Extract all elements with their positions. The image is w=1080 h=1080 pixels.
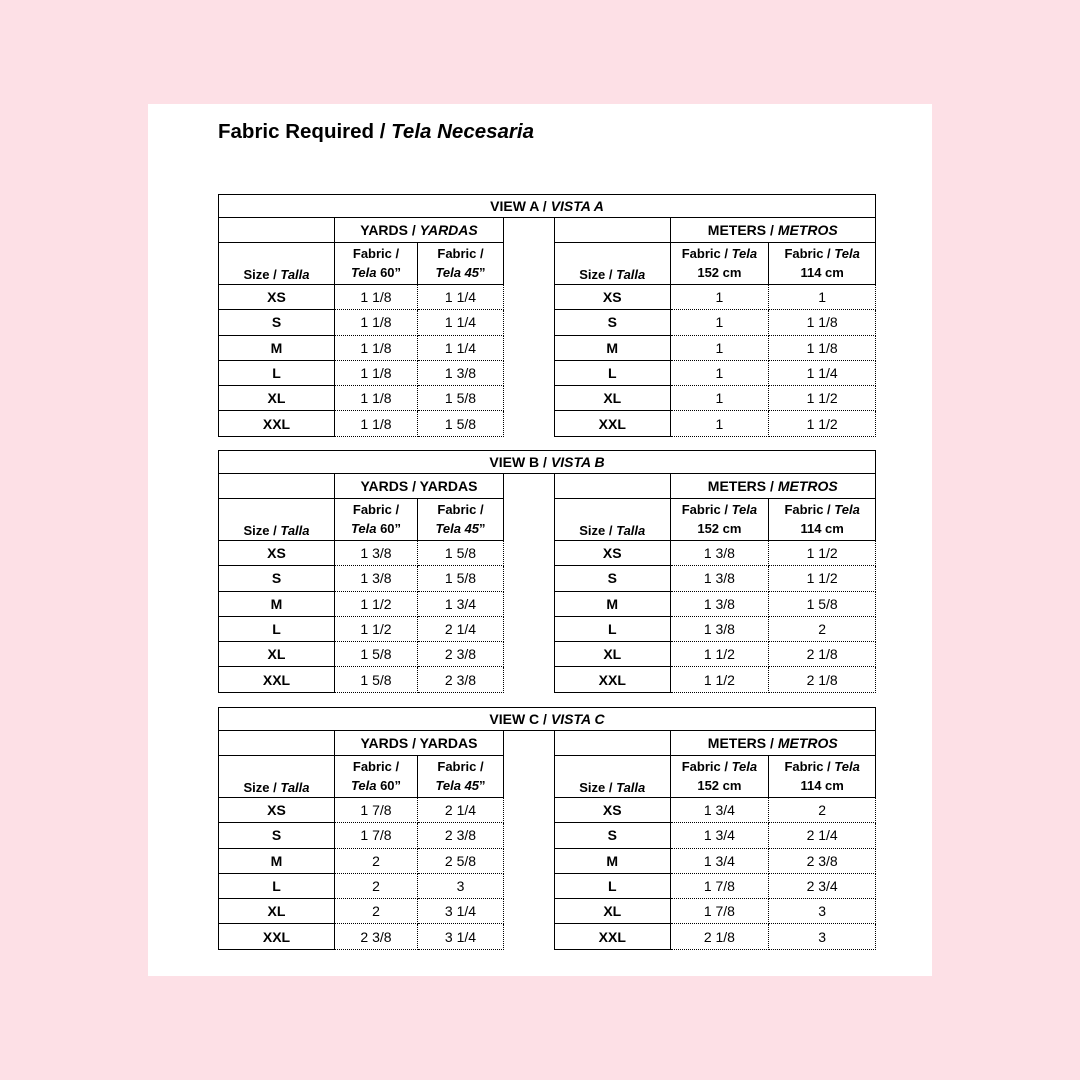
size-cell: XS [219, 285, 335, 310]
fabric-width-header [418, 756, 504, 798]
meters-unit-header [670, 731, 875, 756]
table-row [219, 924, 504, 949]
size-header-italic: Talla [616, 267, 646, 282]
table-row [219, 360, 504, 385]
page-title-italic: Tela Necesaria [391, 120, 535, 143]
fabric-amount-cell: 1 1/8 [335, 360, 418, 385]
view-header [218, 450, 876, 474]
size-cell: XS [555, 798, 671, 823]
fabric-amount-cell: 2 3/4 [769, 873, 876, 898]
sub-line1: Fabric / [681, 502, 732, 518]
unit-label-main: METERS / [707, 478, 778, 494]
fabric-amount-cell: 2 3/8 [418, 823, 504, 848]
fabric-amount-cell: 2 3/8 [418, 667, 504, 692]
fabric-amount-cell: 1 1/4 [418, 310, 504, 335]
fabric-width-header [769, 499, 876, 541]
table-row [555, 386, 876, 411]
fabric-amount-cell: 2 [335, 848, 418, 873]
table-row [219, 411, 504, 436]
fabric-amount-cell: 1 1/4 [769, 360, 876, 385]
fabric-amount-cell: 1 7/8 [670, 873, 769, 898]
fabric-amount-cell: 1 3/8 [670, 566, 769, 591]
fabric-amount-cell: 1 3/8 [670, 616, 769, 641]
sub-line2-italic: Tela 45 [435, 520, 480, 536]
sub-line2: 114 cm [800, 520, 844, 536]
blank-cell [219, 731, 335, 756]
table-row [555, 667, 876, 692]
table-row [219, 848, 504, 873]
unit-label-main: YARDS / YARDAS [360, 478, 478, 494]
sub-line2: 114 cm [800, 264, 844, 280]
meters-unit-header [670, 474, 875, 499]
fabric-amount-cell: 1 3/8 [335, 541, 418, 566]
blank-cell [219, 218, 335, 243]
table-row [219, 798, 504, 823]
size-cell: XS [219, 541, 335, 566]
fabric-amount-cell: 1 3/8 [670, 541, 769, 566]
size-cell: S [555, 566, 671, 591]
size-header-main: Size / [579, 523, 613, 538]
page-title-main: Fabric Required / [218, 120, 386, 143]
fabric-amount-cell: 1 5/8 [418, 541, 504, 566]
fabric-width-header [335, 499, 418, 541]
fabric-amount-cell: 1 1/8 [335, 310, 418, 335]
view-header-main: VIEW C / [489, 711, 547, 727]
fabric-amount-cell: 2 1/4 [418, 616, 504, 641]
size-cell: L [219, 873, 335, 898]
fabric-amount-cell: 1 1/2 [769, 411, 876, 436]
sub-line1: Fabric / [437, 502, 484, 518]
table-row [219, 823, 504, 848]
size-cell: L [555, 360, 671, 385]
size-header-italic: Talla [616, 780, 646, 795]
table-row [219, 386, 504, 411]
blank-cell [555, 474, 671, 499]
fabric-width-header [769, 243, 876, 285]
sub-line2-rest: 60” [376, 520, 402, 536]
fabric-amount-cell: 1 3/4 [670, 823, 769, 848]
sub-line1: Fabric / [681, 759, 732, 775]
fabric-amount-cell: 1 1/4 [418, 335, 504, 360]
table-row [555, 848, 876, 873]
fabric-amount-cell: 1 5/8 [769, 591, 876, 616]
fabric-width-header [670, 756, 769, 798]
fabric-amount-cell: 2 [769, 798, 876, 823]
size-cell: M [555, 848, 671, 873]
fabric-amount-cell: 1 1/2 [335, 591, 418, 616]
fabric-amount-cell: 2 [335, 899, 418, 924]
fabric-amount-cell: 1 3/8 [418, 360, 504, 385]
fabric-width-header [670, 499, 769, 541]
sub-line2: 114 cm [800, 777, 844, 793]
view-header-italic: VISTA C [550, 711, 605, 727]
blank-cell [555, 218, 671, 243]
yards-unit-header [335, 474, 504, 499]
yards-unit-header [335, 731, 504, 756]
size-header-italic: Talla [280, 267, 310, 282]
size-cell: XXL [555, 667, 671, 692]
size-header-main: Size / [579, 780, 613, 795]
size-cell: M [555, 335, 671, 360]
fabric-amount-cell: 2 [769, 616, 876, 641]
size-cell: XS [555, 285, 671, 310]
fabric-amount-cell: 1 3/4 [418, 591, 504, 616]
size-cell: S [555, 823, 671, 848]
view-a-section [218, 194, 876, 432]
sub-line1-italic: Tela [834, 759, 860, 775]
table-row [555, 798, 876, 823]
fabric-width-header [335, 243, 418, 285]
table-row [555, 310, 876, 335]
size-column-header [219, 756, 335, 798]
sub-line1: Fabric / [352, 759, 400, 775]
size-cell: S [555, 310, 671, 335]
sub-line1: Fabric / [784, 502, 835, 518]
size-cell: XXL [219, 411, 335, 436]
view-header-italic: VISTA B [550, 454, 605, 470]
table-row [555, 566, 876, 591]
view-b-section [218, 450, 876, 688]
sub-line1: Fabric / [352, 502, 400, 518]
table-row [555, 360, 876, 385]
table-row [219, 541, 504, 566]
size-cell: L [555, 616, 671, 641]
meters-unit-header [670, 218, 875, 243]
size-cell: S [219, 566, 335, 591]
fabric-amount-cell: 1 [670, 285, 769, 310]
fabric-amount-cell: 1 1/4 [418, 285, 504, 310]
unit-label-italic: METROS [777, 478, 838, 494]
fabric-amount-cell: 2 3/8 [769, 848, 876, 873]
fabric-amount-cell: 2 1/8 [769, 667, 876, 692]
size-cell: M [219, 591, 335, 616]
fabric-amount-cell: 3 [769, 899, 876, 924]
size-cell: L [219, 616, 335, 641]
fabric-amount-cell: 3 1/4 [418, 899, 504, 924]
unit-label-italic: METROS [777, 222, 838, 238]
fabric-amount-cell: 1 [670, 360, 769, 385]
unit-label-main: METERS / [707, 735, 778, 751]
table-row [555, 616, 876, 641]
table-row [219, 899, 504, 924]
fabric-amount-cell: 1 7/8 [670, 899, 769, 924]
fabric-amount-cell: 1 1/8 [335, 411, 418, 436]
table-row [555, 411, 876, 436]
fabric-amount-cell: 1 5/8 [418, 566, 504, 591]
meters-table [554, 730, 876, 950]
table-row [555, 873, 876, 898]
table-row [219, 667, 504, 692]
fabric-amount-cell: 1 [670, 310, 769, 335]
sub-line2-italic: Tela 45 [435, 264, 480, 280]
fabric-amount-cell: 2 1/8 [670, 924, 769, 949]
fabric-amount-cell: 3 [418, 873, 504, 898]
fabric-amount-cell: 3 1/4 [418, 924, 504, 949]
table-row [219, 642, 504, 667]
table-row [555, 335, 876, 360]
sub-line2-rest: 60” [376, 777, 402, 793]
fabric-amount-cell: 2 1/4 [418, 798, 504, 823]
sub-line1: Fabric / [352, 246, 400, 262]
size-column-header [219, 499, 335, 541]
fabric-amount-cell: 1 1/2 [769, 541, 876, 566]
fabric-amount-cell: 1 1/8 [335, 386, 418, 411]
fabric-amount-cell: 1 5/8 [335, 642, 418, 667]
size-header-main: Size / [243, 267, 277, 282]
view-header-main: VIEW A / [490, 198, 547, 214]
size-cell: XS [555, 541, 671, 566]
yards-table [218, 217, 504, 437]
sub-line2-italic: Tela [350, 520, 377, 536]
fabric-amount-cell: 1 5/8 [418, 386, 504, 411]
unit-label-italic: METROS [777, 735, 838, 751]
sub-line1-italic: Tela [731, 246, 758, 262]
unit-label-main: YARDS / YARDAS [360, 735, 478, 751]
table-row [219, 873, 504, 898]
fabric-amount-cell: 2 [335, 873, 418, 898]
blank-cell [219, 474, 335, 499]
table-row [555, 823, 876, 848]
table-row [555, 899, 876, 924]
fabric-amount-cell: 2 1/8 [769, 642, 876, 667]
size-cell: M [219, 335, 335, 360]
size-cell: L [555, 873, 671, 898]
sub-line2: 152 cm [697, 777, 742, 793]
table-row [219, 310, 504, 335]
view-c-section [218, 707, 876, 945]
fabric-amount-cell: 1 3/4 [670, 798, 769, 823]
size-cell: XS [219, 798, 335, 823]
fabric-amount-cell: 1 7/8 [335, 823, 418, 848]
size-cell: M [555, 591, 671, 616]
fabric-amount-cell: 1 7/8 [335, 798, 418, 823]
size-cell: XL [219, 642, 335, 667]
yards-table [218, 730, 504, 950]
table-row [219, 616, 504, 641]
sub-line1: Fabric / [437, 246, 484, 262]
page-title [218, 120, 534, 144]
unit-label-main: METERS / [707, 222, 778, 238]
fabric-amount-cell: 2 1/4 [769, 823, 876, 848]
fabric-amount-cell: 1 3/4 [670, 848, 769, 873]
fabric-amount-cell: 1 [769, 285, 876, 310]
fabric-amount-cell: 1 [670, 386, 769, 411]
size-cell: XXL [555, 411, 671, 436]
sub-line1-italic: Tela [731, 502, 758, 518]
fabric-amount-cell: 1 3/8 [335, 566, 418, 591]
size-cell: S [219, 310, 335, 335]
size-header-main: Size / [243, 780, 277, 795]
size-cell: M [219, 848, 335, 873]
table-row [555, 924, 876, 949]
fabric-amount-cell: 1 3/8 [670, 591, 769, 616]
size-cell: XXL [555, 924, 671, 949]
size-cell: XL [555, 899, 671, 924]
table-row [219, 285, 504, 310]
document-page [148, 104, 932, 976]
sub-line1-italic: Tela [731, 759, 758, 775]
sub-line2: 152 cm [697, 264, 742, 280]
fabric-width-header [769, 756, 876, 798]
size-header-italic: Talla [280, 780, 310, 795]
view-header [218, 194, 876, 218]
table-row [555, 591, 876, 616]
fabric-width-header [335, 756, 418, 798]
size-cell: XXL [219, 924, 335, 949]
table-row [555, 541, 876, 566]
fabric-amount-cell: 1 1/2 [769, 386, 876, 411]
fabric-amount-cell: 1 [670, 335, 769, 360]
view-header-main: VIEW B / [489, 454, 547, 470]
size-column-header [219, 243, 335, 285]
yards-table [218, 473, 504, 693]
sub-line1: Fabric / [784, 759, 835, 775]
fabric-amount-cell: 2 3/8 [335, 924, 418, 949]
yards-unit-header [335, 218, 504, 243]
fabric-amount-cell: 1 1/8 [335, 285, 418, 310]
size-cell: XL [555, 642, 671, 667]
meters-table [554, 217, 876, 437]
blank-cell [555, 731, 671, 756]
sub-line2-rest: ” [479, 777, 486, 793]
fabric-amount-cell: 1 1/2 [670, 642, 769, 667]
unit-label-italic: YARDAS [419, 222, 478, 238]
size-cell: L [219, 360, 335, 385]
sub-line1: Fabric / [681, 246, 732, 262]
sub-line2-italic: Tela 45 [435, 777, 480, 793]
view-header-italic: VISTA A [550, 198, 604, 214]
sub-line1: Fabric / [437, 759, 484, 775]
sub-line1: Fabric / [784, 246, 835, 262]
sub-line1-italic: Tela [834, 246, 860, 262]
size-cell: XXL [219, 667, 335, 692]
sub-line2-italic: Tela [350, 777, 377, 793]
size-column-header [555, 756, 671, 798]
fabric-amount-cell: 1 1/2 [670, 667, 769, 692]
sub-line1-italic: Tela [834, 502, 860, 518]
fabric-amount-cell: 1 1/2 [769, 566, 876, 591]
fabric-width-header [670, 243, 769, 285]
table-row [219, 566, 504, 591]
sub-line2-italic: Tela [350, 264, 377, 280]
fabric-amount-cell: 2 3/8 [418, 642, 504, 667]
fabric-amount-cell: 1 5/8 [335, 667, 418, 692]
fabric-amount-cell: 1 1/8 [769, 310, 876, 335]
table-row [555, 285, 876, 310]
size-cell: XL [555, 386, 671, 411]
sub-line2-rest: 60” [376, 264, 402, 280]
fabric-amount-cell: 1 1/8 [335, 335, 418, 360]
fabric-amount-cell: 3 [769, 924, 876, 949]
size-header-main: Size / [243, 523, 277, 538]
sub-line2-rest: ” [479, 520, 486, 536]
fabric-amount-cell: 2 5/8 [418, 848, 504, 873]
fabric-amount-cell: 1 [670, 411, 769, 436]
table-row [219, 591, 504, 616]
size-header-italic: Talla [616, 523, 646, 538]
size-cell: XL [219, 899, 335, 924]
sub-line2-rest: ” [479, 264, 486, 280]
size-cell: XL [219, 386, 335, 411]
size-column-header [555, 499, 671, 541]
size-header-italic: Talla [280, 523, 310, 538]
size-header-main: Size / [579, 267, 613, 282]
table-row [555, 642, 876, 667]
fabric-amount-cell: 1 5/8 [418, 411, 504, 436]
table-row [219, 335, 504, 360]
unit-label-main: YARDS / [360, 222, 420, 238]
fabric-amount-cell: 1 1/2 [335, 616, 418, 641]
fabric-amount-cell: 1 1/8 [769, 335, 876, 360]
size-column-header [555, 243, 671, 285]
sub-line2: 152 cm [697, 520, 742, 536]
fabric-width-header [418, 499, 504, 541]
fabric-width-header [418, 243, 504, 285]
view-header [218, 707, 876, 731]
meters-table [554, 473, 876, 693]
size-cell: S [219, 823, 335, 848]
